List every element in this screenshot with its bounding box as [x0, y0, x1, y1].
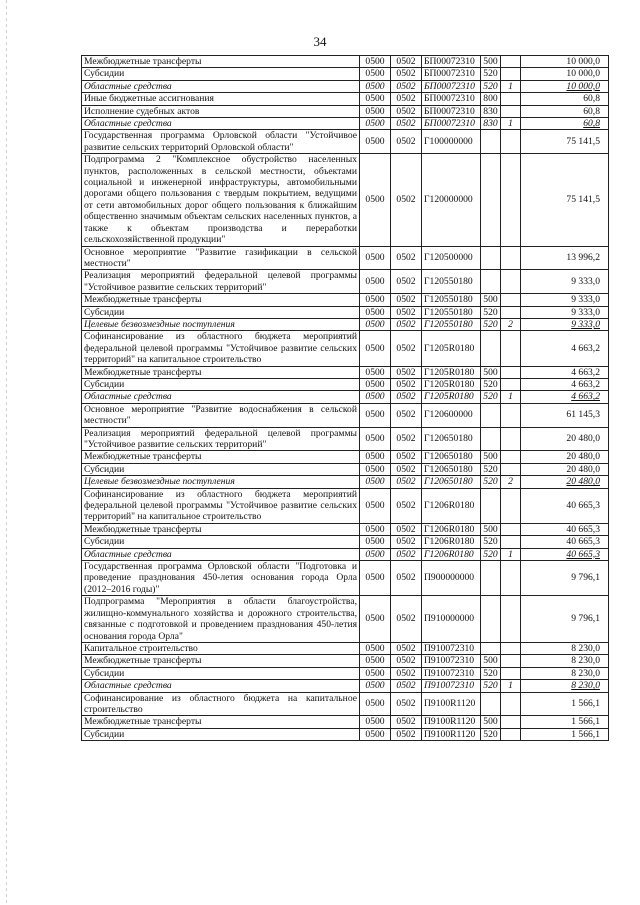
row-name-cell: Софинансирование из областного бюджета мероприятий федеральной целевой программы "Устойчивое развитие сельских территорий" на капитальное строительство — [82, 488, 360, 523]
amount-cell: 8 230,0 — [521, 655, 609, 667]
table-row — [82, 451, 609, 463]
amount-cell: 10 000,0 — [521, 68, 609, 80]
expense-type-code-cell: 500 — [481, 56, 501, 68]
budget-table — [81, 55, 609, 741]
table-row — [82, 488, 609, 523]
row-name-cell: Подпрограмма "Мероприятия в области благоустройства, жилищно-коммунального хозяйства и дорожного строительства, связанные с подготовкой и проведением празднования 450-летия основания города Орла" — [82, 596, 360, 643]
target-article-code-cell: Г120650180 — [422, 463, 481, 475]
table-row — [82, 93, 609, 105]
funding-source-code-cell: 1 — [501, 680, 521, 692]
table-row — [82, 306, 609, 318]
section-code-cell: 0500 — [360, 536, 391, 548]
table-row — [82, 536, 609, 548]
table-row — [82, 391, 609, 403]
funding-source-code-cell — [501, 68, 521, 80]
expense-type-code-cell: 500 — [481, 451, 501, 463]
subsection-code-cell: 0502 — [391, 463, 422, 475]
row-name-cell: Софинансирование из областного бюджета на капитальное строительство — [82, 692, 360, 716]
subsection-code-cell: 0502 — [391, 523, 422, 535]
expense-type-code-cell: 520 — [481, 68, 501, 80]
section-code-cell: 0500 — [360, 68, 391, 80]
row-name-cell: Реализация мероприятий федеральной целевой программы "Устойчивое развитие сельских территорий" — [82, 270, 360, 294]
table-row — [82, 642, 609, 654]
table-row — [82, 68, 609, 80]
subsection-code-cell: 0502 — [391, 294, 422, 306]
subsection-code-cell: 0502 — [391, 68, 422, 80]
funding-source-code-cell — [501, 306, 521, 318]
expense-type-code-cell: 500 — [481, 716, 501, 728]
row-name-cell: Областные средства — [82, 391, 360, 403]
table-row — [82, 692, 609, 716]
section-code-cell: 0500 — [360, 403, 391, 427]
subsection-code-cell: 0502 — [391, 596, 422, 643]
row-name-cell: Межбюджетные трансферты — [82, 294, 360, 306]
target-article-code-cell: Г100000000 — [422, 130, 481, 154]
amount-cell: 40 665,3 — [521, 523, 609, 535]
target-article-code-cell: П910072310 — [422, 667, 481, 679]
amount-cell: 10 000,0 — [521, 56, 609, 68]
expense-type-code-cell: 830 — [481, 105, 501, 117]
funding-source-code-cell — [501, 105, 521, 117]
section-code-cell: 0500 — [360, 331, 391, 366]
table-row — [82, 716, 609, 728]
target-article-code-cell: Г120500000 — [422, 246, 481, 270]
subsection-code-cell: 0502 — [391, 306, 422, 318]
expense-type-code-cell: 520 — [481, 728, 501, 740]
table-row — [82, 403, 609, 427]
funding-source-code-cell — [501, 451, 521, 463]
funding-source-code-cell — [501, 378, 521, 390]
section-code-cell: 0500 — [360, 366, 391, 378]
expense-type-code-cell: 520 — [481, 378, 501, 390]
table-row — [82, 655, 609, 667]
row-name-cell: Капитальное строительство — [82, 642, 360, 654]
target-article-code-cell: П910072310 — [422, 642, 481, 654]
target-article-code-cell: Г1205R0180 — [422, 331, 481, 366]
row-name-cell: Целевые безвозмездные поступления — [82, 318, 360, 330]
funding-source-code-cell — [501, 270, 521, 294]
section-code-cell: 0500 — [360, 93, 391, 105]
target-article-code-cell: Г120600000 — [422, 403, 481, 427]
subsection-code-cell: 0502 — [391, 270, 422, 294]
amount-cell: 40 665,3 — [521, 536, 609, 548]
table-row — [82, 728, 609, 740]
target-article-code-cell: Г120550180 — [422, 270, 481, 294]
target-article-code-cell: П900000000 — [422, 561, 481, 596]
expense-type-code-cell: 520 — [481, 476, 501, 488]
target-article-code-cell: Г120550180 — [422, 294, 481, 306]
expense-type-code-cell: 520 — [481, 536, 501, 548]
target-article-code-cell: Г1205R0180 — [422, 366, 481, 378]
subsection-code-cell: 0502 — [391, 427, 422, 451]
funding-source-code-cell — [501, 463, 521, 475]
expense-type-code-cell — [481, 427, 501, 451]
amount-cell: 20 480,0 — [521, 451, 609, 463]
expense-type-code-cell — [481, 246, 501, 270]
section-code-cell: 0500 — [360, 692, 391, 716]
subsection-code-cell: 0502 — [391, 56, 422, 68]
table-row — [82, 318, 609, 330]
amount-cell: 9 333,0 — [521, 306, 609, 318]
amount-cell: 9 333,0 — [521, 270, 609, 294]
expense-type-code-cell: 800 — [481, 93, 501, 105]
subsection-code-cell: 0502 — [391, 318, 422, 330]
row-name-cell: Государственная программа Орловской области "Подготовка и проведение празднования 450-летия основания города Орла (2012–2016 годы)" — [82, 561, 360, 596]
expense-type-code-cell: 520 — [481, 680, 501, 692]
subsection-code-cell: 0502 — [391, 366, 422, 378]
subsection-code-cell: 0502 — [391, 642, 422, 654]
target-article-code-cell: Г120650180 — [422, 476, 481, 488]
table-row — [82, 548, 609, 560]
funding-source-code-cell — [501, 246, 521, 270]
expense-type-code-cell — [481, 154, 501, 246]
row-name-cell: Субсидии — [82, 68, 360, 80]
target-article-code-cell: П910000000 — [422, 596, 481, 643]
table-row — [82, 596, 609, 643]
row-name-cell: Целевые безвозмездные поступления — [82, 476, 360, 488]
subsection-code-cell: 0502 — [391, 246, 422, 270]
amount-cell: 61 145,3 — [521, 403, 609, 427]
section-code-cell: 0500 — [360, 680, 391, 692]
row-name-cell: Областные средства — [82, 80, 360, 92]
subsection-code-cell: 0502 — [391, 80, 422, 92]
section-code-cell: 0500 — [360, 655, 391, 667]
expense-type-code-cell: 520 — [481, 391, 501, 403]
funding-source-code-cell: 1 — [501, 548, 521, 560]
funding-source-code-cell — [501, 93, 521, 105]
funding-source-code-cell — [501, 427, 521, 451]
funding-source-code-cell — [501, 488, 521, 523]
amount-cell: 4 663,2 — [521, 378, 609, 390]
subsection-code-cell: 0502 — [391, 548, 422, 560]
funding-source-code-cell — [501, 403, 521, 427]
amount-cell: 75 141,5 — [521, 154, 609, 246]
table-row — [82, 130, 609, 154]
subsection-code-cell: 0502 — [391, 476, 422, 488]
funding-source-code-cell — [501, 523, 521, 535]
funding-source-code-cell — [501, 366, 521, 378]
table-row — [82, 523, 609, 535]
amount-cell: 40 665,3 — [521, 548, 609, 560]
section-code-cell: 0500 — [360, 294, 391, 306]
table-row — [82, 154, 609, 246]
table-row — [82, 366, 609, 378]
target-article-code-cell: П9100R1120 — [422, 728, 481, 740]
amount-cell: 75 141,5 — [521, 130, 609, 154]
expense-type-code-cell — [481, 642, 501, 654]
target-article-code-cell: Г120550180 — [422, 306, 481, 318]
expense-type-code-cell: 500 — [481, 655, 501, 667]
expense-type-code-cell — [481, 561, 501, 596]
subsection-code-cell: 0502 — [391, 680, 422, 692]
expense-type-code-cell — [481, 331, 501, 366]
amount-cell: 8 230,0 — [521, 667, 609, 679]
subsection-code-cell: 0502 — [391, 561, 422, 596]
expense-type-code-cell: 520 — [481, 548, 501, 560]
section-code-cell: 0500 — [360, 130, 391, 154]
section-code-cell: 0500 — [360, 561, 391, 596]
row-name-cell: Субсидии — [82, 463, 360, 475]
section-code-cell: 0500 — [360, 716, 391, 728]
row-name-cell: Межбюджетные трансферты — [82, 451, 360, 463]
section-code-cell: 0500 — [360, 56, 391, 68]
page-number: 34 — [313, 34, 327, 49]
amount-cell: 8 230,0 — [521, 680, 609, 692]
funding-source-code-cell: 1 — [501, 118, 521, 130]
funding-source-code-cell — [501, 692, 521, 716]
table-row — [82, 118, 609, 130]
funding-source-code-cell — [501, 536, 521, 548]
section-code-cell: 0500 — [360, 463, 391, 475]
amount-cell: 4 663,2 — [521, 331, 609, 366]
table-row — [82, 561, 609, 596]
subsection-code-cell: 0502 — [391, 118, 422, 130]
amount-cell: 20 480,0 — [521, 476, 609, 488]
expense-type-code-cell: 520 — [481, 667, 501, 679]
section-code-cell: 0500 — [360, 154, 391, 246]
target-article-code-cell: П910072310 — [422, 680, 481, 692]
amount-cell: 40 665,3 — [521, 488, 609, 523]
section-code-cell: 0500 — [360, 488, 391, 523]
section-code-cell: 0500 — [360, 378, 391, 390]
section-code-cell: 0500 — [360, 80, 391, 92]
row-name-cell: Областные средства — [82, 680, 360, 692]
expense-type-code-cell: 520 — [481, 306, 501, 318]
table-row — [82, 476, 609, 488]
expense-type-code-cell — [481, 130, 501, 154]
target-article-code-cell: П9100R1120 — [422, 692, 481, 716]
expense-type-code-cell: 520 — [481, 80, 501, 92]
funding-source-code-cell — [501, 655, 521, 667]
row-name-cell: Основное мероприятие "Развитие газификации в сельской местности" — [82, 246, 360, 270]
funding-source-code-cell — [501, 331, 521, 366]
subsection-code-cell: 0502 — [391, 488, 422, 523]
amount-cell: 20 480,0 — [521, 463, 609, 475]
table-row — [82, 378, 609, 390]
target-article-code-cell: БП00072310 — [422, 105, 481, 117]
amount-cell: 8 230,0 — [521, 642, 609, 654]
section-code-cell: 0500 — [360, 476, 391, 488]
target-article-code-cell: БП00072310 — [422, 80, 481, 92]
table-row — [82, 270, 609, 294]
subsection-code-cell: 0502 — [391, 655, 422, 667]
subsection-code-cell: 0502 — [391, 378, 422, 390]
target-article-code-cell: Г1205R0180 — [422, 378, 481, 390]
subsection-code-cell: 0502 — [391, 728, 422, 740]
row-name-cell: Субсидии — [82, 306, 360, 318]
subsection-code-cell: 0502 — [391, 391, 422, 403]
target-article-code-cell: П9100R1120 — [422, 716, 481, 728]
target-article-code-cell: Г120550180 — [422, 318, 481, 330]
target-article-code-cell: Г120000000 — [422, 154, 481, 246]
subsection-code-cell: 0502 — [391, 130, 422, 154]
scan-edge-strip — [6, 0, 7, 905]
target-article-code-cell: Г120650180 — [422, 427, 481, 451]
amount-cell: 9 796,1 — [521, 561, 609, 596]
target-article-code-cell: БП00072310 — [422, 93, 481, 105]
target-article-code-cell: Г1206R0180 — [422, 536, 481, 548]
expense-type-code-cell — [481, 488, 501, 523]
target-article-code-cell: БП00072310 — [422, 68, 481, 80]
table-row — [82, 427, 609, 451]
amount-cell: 1 566,1 — [521, 692, 609, 716]
amount-cell: 1 566,1 — [521, 716, 609, 728]
section-code-cell: 0500 — [360, 728, 391, 740]
funding-source-code-cell — [501, 154, 521, 246]
subsection-code-cell: 0502 — [391, 154, 422, 246]
subsection-code-cell: 0502 — [391, 331, 422, 366]
row-name-cell: Межбюджетные трансферты — [82, 366, 360, 378]
amount-cell: 13 996,2 — [521, 246, 609, 270]
row-name-cell: Подпрограмма 2 "Комплексное обустройство населенных пунктов, расположенных в сельской местности, объектами социальной и инженерной инфраструктуры, автомобильными дорогами общего пользования с твердым покрытием, ведущими от сети автомобильных дорог общего пользования к ближайшим общественно значимым объектам сельских населенных пунктов, а также к объектам производства и переработки сельскохозяйственной продукции" — [82, 154, 360, 246]
target-article-code-cell: Г1206R0180 — [422, 488, 481, 523]
subsection-code-cell: 0502 — [391, 536, 422, 548]
table-row — [82, 331, 609, 366]
subsection-code-cell: 0502 — [391, 93, 422, 105]
subsection-code-cell: 0502 — [391, 716, 422, 728]
target-article-code-cell: БП00072310 — [422, 118, 481, 130]
table-row — [82, 680, 609, 692]
expense-type-code-cell: 520 — [481, 318, 501, 330]
amount-cell: 60,8 — [521, 93, 609, 105]
table-row — [82, 294, 609, 306]
amount-cell: 4 663,2 — [521, 366, 609, 378]
expense-type-code-cell: 520 — [481, 463, 501, 475]
subsection-code-cell: 0502 — [391, 451, 422, 463]
amount-cell: 60,8 — [521, 118, 609, 130]
expense-type-code-cell: 830 — [481, 118, 501, 130]
table-row — [82, 80, 609, 92]
table-row — [82, 105, 609, 117]
subsection-code-cell: 0502 — [391, 667, 422, 679]
row-name-cell: Субсидии — [82, 728, 360, 740]
amount-cell: 9 333,0 — [521, 318, 609, 330]
section-code-cell: 0500 — [360, 596, 391, 643]
amount-cell: 60,8 — [521, 105, 609, 117]
funding-source-code-cell — [501, 294, 521, 306]
row-name-cell: Межбюджетные трансферты — [82, 716, 360, 728]
row-name-cell: Межбюджетные трансферты — [82, 655, 360, 667]
section-code-cell: 0500 — [360, 105, 391, 117]
section-code-cell: 0500 — [360, 548, 391, 560]
row-name-cell: Субсидии — [82, 536, 360, 548]
subsection-code-cell: 0502 — [391, 692, 422, 716]
section-code-cell: 0500 — [360, 667, 391, 679]
funding-source-code-cell — [501, 642, 521, 654]
subsection-code-cell: 0502 — [391, 403, 422, 427]
row-name-cell: Областные средства — [82, 548, 360, 560]
row-name-cell: Субсидии — [82, 378, 360, 390]
expense-type-code-cell: 500 — [481, 523, 501, 535]
funding-source-code-cell: 2 — [501, 318, 521, 330]
section-code-cell: 0500 — [360, 427, 391, 451]
expense-type-code-cell — [481, 270, 501, 294]
row-name-cell: Государственная программа Орловской области "Устойчивое развитие сельских территорий Орловской области" — [82, 130, 360, 154]
row-name-cell: Основное мероприятие "Развитие водоснабжения в сельской местности" — [82, 403, 360, 427]
amount-cell: 1 566,1 — [521, 728, 609, 740]
section-code-cell: 0500 — [360, 642, 391, 654]
target-article-code-cell: Г1206R0180 — [422, 548, 481, 560]
expense-type-code-cell: 500 — [481, 294, 501, 306]
row-name-cell: Межбюджетные трансферты — [82, 523, 360, 535]
budget-table-body — [82, 56, 609, 741]
expense-type-code-cell — [481, 403, 501, 427]
row-name-cell: Межбюджетные трансферты — [82, 56, 360, 68]
amount-cell: 9 333,0 — [521, 294, 609, 306]
funding-source-code-cell: 1 — [501, 80, 521, 92]
funding-source-code-cell — [501, 667, 521, 679]
funding-source-code-cell: 2 — [501, 476, 521, 488]
section-code-cell: 0500 — [360, 318, 391, 330]
section-code-cell: 0500 — [360, 246, 391, 270]
funding-source-code-cell — [501, 56, 521, 68]
table-row — [82, 56, 609, 68]
amount-cell: 20 480,0 — [521, 427, 609, 451]
section-code-cell: 0500 — [360, 118, 391, 130]
funding-source-code-cell — [501, 561, 521, 596]
expense-type-code-cell — [481, 596, 501, 643]
amount-cell: 9 796,1 — [521, 596, 609, 643]
section-code-cell: 0500 — [360, 451, 391, 463]
target-article-code-cell: Г1206R0180 — [422, 523, 481, 535]
table-row — [82, 667, 609, 679]
row-name-cell: Иные бюджетные ассигнования — [82, 93, 360, 105]
expense-type-code-cell: 500 — [481, 366, 501, 378]
funding-source-code-cell — [501, 728, 521, 740]
table-row — [82, 246, 609, 270]
amount-cell: 10 000,0 — [521, 80, 609, 92]
funding-source-code-cell — [501, 596, 521, 643]
expense-type-code-cell — [481, 692, 501, 716]
section-code-cell: 0500 — [360, 270, 391, 294]
row-name-cell: Субсидии — [82, 667, 360, 679]
row-name-cell: Реализация мероприятий федеральной целевой программы "Устойчивое развитие сельских территорий" — [82, 427, 360, 451]
section-code-cell: 0500 — [360, 523, 391, 535]
target-article-code-cell: П910072310 — [422, 655, 481, 667]
row-name-cell: Исполнение судебных актов — [82, 105, 360, 117]
table-row — [82, 463, 609, 475]
target-article-code-cell: Г1205R0180 — [422, 391, 481, 403]
section-code-cell: 0500 — [360, 306, 391, 318]
target-article-code-cell: Г120650180 — [422, 451, 481, 463]
row-name-cell: Софинансирование из областного бюджета мероприятий федеральной целевой программы "Устойчивое развитие сельских территорий" на капитальное строительство — [82, 331, 360, 366]
target-article-code-cell: БП00072310 — [422, 56, 481, 68]
row-name-cell: Областные средства — [82, 118, 360, 130]
amount-cell: 4 663,2 — [521, 391, 609, 403]
funding-source-code-cell: 1 — [501, 391, 521, 403]
section-code-cell: 0500 — [360, 391, 391, 403]
funding-source-code-cell — [501, 130, 521, 154]
funding-source-code-cell — [501, 716, 521, 728]
subsection-code-cell: 0502 — [391, 105, 422, 117]
